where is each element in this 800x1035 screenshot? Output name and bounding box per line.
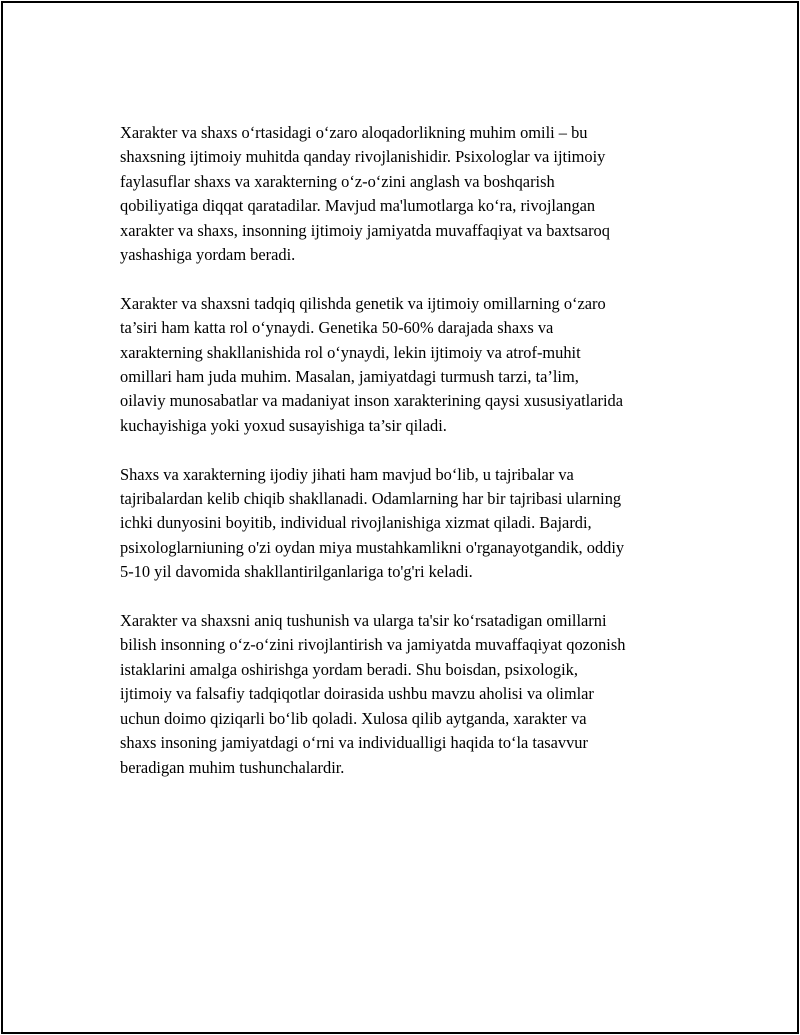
paragraph-4: Xarakter va shaxsni aniq tushunish va ularga ta'sir ko‘rsatadigan omillarni bilish insonning o‘z-o‘zini rivojlantirish va jamiyatda muvaffaqiyat qozonish istaklarini amalga oshirishga yordam beradi. Shu boisdan, psixologik, ijtimoiy va falsafiy tadqiqotlar doirasida ushbu mavzu aholisi va olimlar uchun doimo qiziqarli bo‘lib qoladi. Xulosa qilib aytganda, xarakter va shaxs insoning jamiyatdagi o‘rni va individualligi haqida to‘la tasavvur beradigan muhim tushunchalardir. bbox=[120, 611, 626, 777]
paragraph-2: Xarakter va shaxsni tadqiq qilishda genetik va ijtimoiy omillarning o‘zaro ta’siri ham katta rol o‘ynaydi. Genetika 50-60% darajada shaxs va xarakterning shakllanishida rol o‘ynaydi, lekin ijtimoiy va atrof-muhit omillari ham juda muhim. Masalan, jamiyatdagi turmush tarzi, ta’lim, oilaviy munosabatlar va madaniyat inson xarakterining qaysi xususiyatlarida kuchayishiga yoki yoxud susayishiga ta’sir qiladi. bbox=[120, 293, 623, 435]
document-body bbox=[120, 121, 695, 804]
paragraph-1: Xarakter va shaxs o‘rtasidagi o‘zaro aloqadorlikning muhim omili – bu shaxsning ijtimoiy muhitda qanday rivojlanishidir. Psixologlar va ijtimoiy faylasuflar shaxs va xarakterning o‘z-o‘zini anglash va boshqarish qobiliyatiga diqqat qaratadilar. Mavjud ma'lumotlarga ko‘ra, rivojlangan xarakter va shaxs, insonning ijtimoiy jamiyatda muvaffaqiyat va baxtsaroq yashashiga yordam beradi. bbox=[120, 123, 610, 265]
paragraph-3: Shaxs va xarakterning ijodiy jihati ham mavjud bo‘lib, u tajribalar va tajribalardan kelib chiqib shakllanadi. Odamlarning har bir tajribasi ularning ichki dunyosini boyitib, individual rivojlanishiga xizmat qiladi. Bajardi, psixologlarniuning o'zi oydan miya mustahkamlikni o'rganayotgandik, oddiy 5-10 yil davomida shakllantirilganlariga to'g'ri keladi. bbox=[120, 464, 625, 582]
page-border bbox=[1, 1, 799, 1034]
